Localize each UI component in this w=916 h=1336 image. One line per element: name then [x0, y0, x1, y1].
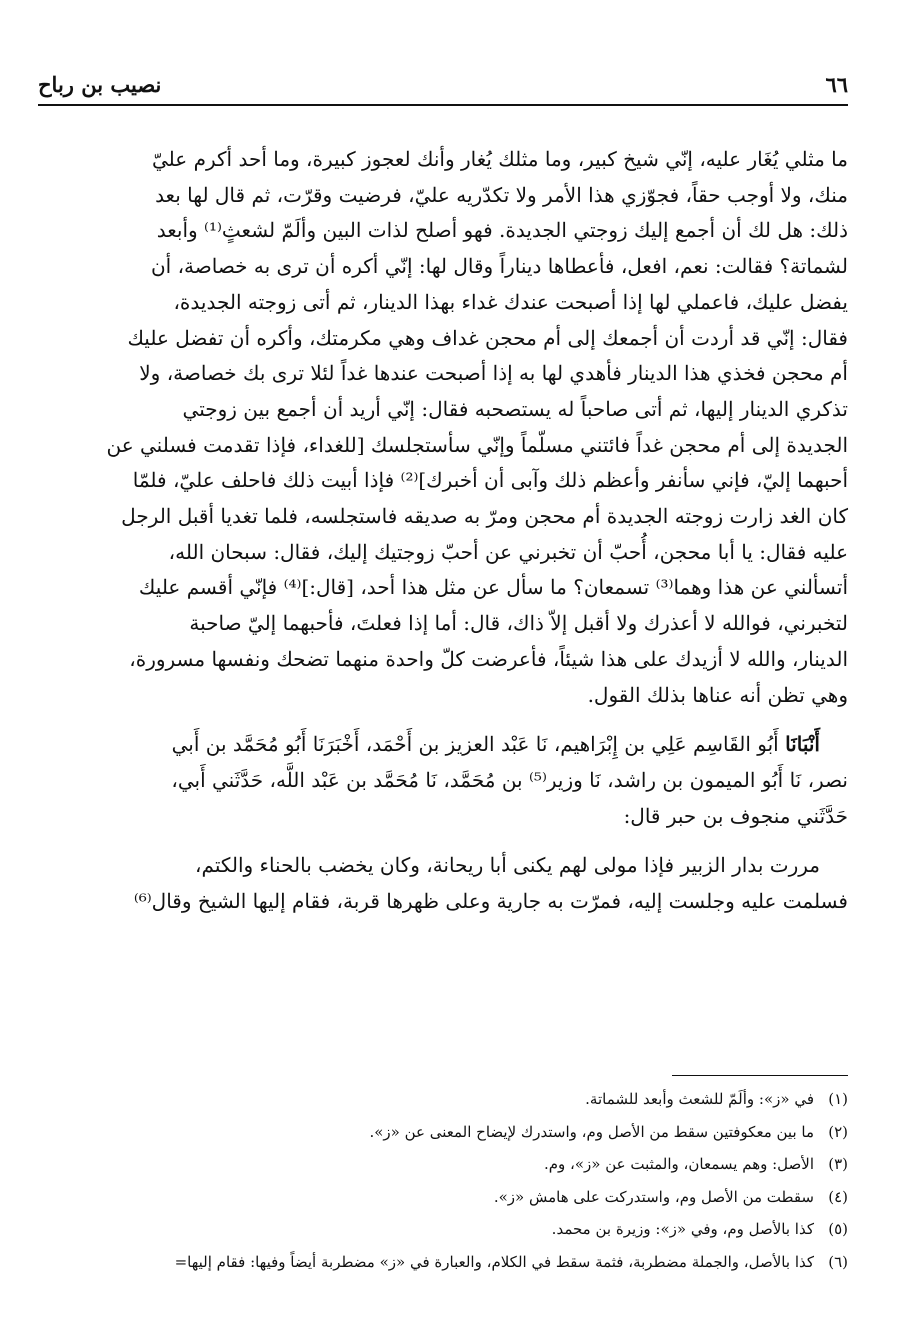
running-title: نصيب بن رباح	[38, 71, 162, 97]
main-text	[38, 142, 848, 920]
text-line: وهي تظن أنه عناها بذلك القول.	[587, 682, 848, 707]
text-line: عليه فقال: يا أبا محجن، أُحبّ أن تخبرني عن أحبّ زوجتيك إليك، فقال: سبحان الله،	[168, 539, 848, 564]
footnote-text: ما بين معكوفتين سقط من الأصل وم، واستدرك لإيضاح المعنى عن «ز».	[369, 1122, 814, 1141]
isnad-line: حَدَّثَني منجوف بن حبر قال:	[623, 803, 848, 828]
footnote-text: الأصل: وهم يسمعان، والمثبت عن «ز»، وم.	[543, 1155, 814, 1174]
text-line: أتسألني عن هذا وهما⁽³⁾ تسمعان؟ ما سأل عن مثل هذا أحد، [قال:]⁽⁴⁾ فإنّي أقسم عليك	[138, 575, 848, 600]
story-line: مررت بدار الزبير فإذا مولى لهم يكنى أبا ريحانة، وكان يخضب بالحناء والكتم،	[195, 853, 820, 878]
header-rule	[38, 104, 848, 106]
footnote	[38, 1246, 848, 1279]
text-line: كان الغد زارت زوجته الجديدة أم محجن ومرّ به صديقه فاستجلسه، فلما تغديا أقبل الرجل	[121, 504, 848, 529]
isnad-lead: أَنْبَانَا	[785, 732, 820, 757]
text-line: فقال: إنّي قد أردت أن أجمعك إلى أم محجن غداف وهي مكرمتك، وأكره أن تفضل عليك	[127, 325, 848, 350]
footnote-number: (١)	[828, 1090, 848, 1108]
isnad-line: نصر، نَا أَبُو الميمون بن راشد، نَا وزير⁽⁵⁾ بن مُحَمَّد، نَا مُحَمَّد بن عَبْد اللَّه، حَدَّثَني أَبي،	[171, 767, 848, 792]
footnote-number: (٣)	[828, 1155, 848, 1174]
text-line: الدينار، والله لا أزيدك على هذا شيئاً، فأعرضت كلّ واحدة منهما تضحك ونفسها مسرورة،	[129, 646, 848, 671]
isnad-line	[38, 727, 848, 763]
text-line: ذلك: هل لك أن أجمع إليك زوجتي الجديدة. فهو أصلح لذات البين وألَمّ لشعثٍ⁽¹⁾ وأبعد	[156, 218, 848, 243]
footnote-text: كذا بالأصل، والجملة مضطربة، فثمة سقط في الكلام، والعبارة في «ز» مضطربة أيضاً وفيها: فقام إليها=	[174, 1252, 814, 1271]
text-line: الجديدة إلى أم محجن غداً فائتني مسلّماً وإنّي سأستجلسك [للغداء، فإذا تقدمت فسلني عن	[106, 432, 848, 457]
footnote	[38, 1213, 848, 1246]
footnote-rule	[672, 1075, 848, 1076]
text-line: ما مثلي يُغَار عليه، إنّي شيخ كبير، وما مثلك يُغار وأنك لعجوز كبيرة، وما أحد أكرم عليّ	[152, 147, 848, 171]
story-line: فسلمت عليه وجلست إليه، فمرّت به جارية وعلى ظهرها قربة، فقام إليها الشيخ وقال⁽⁶⁾	[133, 889, 848, 914]
footnote-number: (٤)	[828, 1187, 848, 1206]
text-line: لتخبرني، فوالله لا أعذرك ولا أقبل إلاّ ذاك، قال: أما إذا فعلتَ، فأحبهما إليّ صاحبة	[189, 611, 848, 636]
running-header	[38, 64, 848, 104]
text-line: لشماتة؟ فقالت: نعم، افعل، فأعطاها ديناراً وقال لها: إنّي أكره أن ترى به خصاصة، أن	[150, 254, 848, 279]
text-line: يفضل عليك، فاعملي لها إذا أصبحت عندك غداء بهذا الدينار، ثم أتى زوجته الجديدة،	[173, 289, 848, 314]
footnote	[38, 1181, 848, 1214]
page-number: ٦٦	[825, 71, 848, 97]
footnote	[38, 1083, 848, 1116]
footnote-number: (٦)	[828, 1252, 848, 1271]
footnote	[38, 1148, 848, 1181]
isnad-text: أَبُو القَاسِم عَلِي بن إِبْرَاهيم، نَا عَبْد العزيز بن أَحْمَد، أَخْبَرَنَا أَبُو مُحَمَّد بن أَبي	[171, 732, 786, 757]
footnote-text: في «ز»: وألَمّ للشعث وأبعد للشماتة.	[585, 1090, 814, 1108]
footnote-number: (٢)	[828, 1122, 848, 1141]
footnote-text: كذا بالأصل وم، وفي «ز»: وزيرة بن محمد.	[551, 1220, 814, 1239]
footnote-number: (٥)	[828, 1220, 848, 1239]
text-line: أم محجن فخذي هذا الدينار فأهدي لها به إذا أصبحت عندها غداً لئلا ترى بك خصاصة، ولا	[139, 361, 848, 386]
footnote-text: سقطت من الأصل وم، واستدركت على هامش «ز».	[493, 1187, 814, 1206]
text-line: منك، ولا أوجب حقاً، فجوّزي هذا الأمر ولا تكدّريه عليّ، فرضيت وقرّت، ثم قال لها بعد	[155, 182, 848, 207]
footnote	[38, 1116, 848, 1149]
text-line: تذكري الدينار إليها، ثم أتى صاحباً له يستصحبه فقال: إنّي أريد أن أجمع بين زوجتي	[182, 396, 848, 421]
footnotes	[38, 1083, 848, 1279]
text-line: أحبهما إليّ، فإني سأنفر وأعظم ذلك وآبى أن أخبرك]⁽²⁾ فإذا أبيت ذلك فاحلف عليّ، فلمّا	[132, 468, 848, 493]
